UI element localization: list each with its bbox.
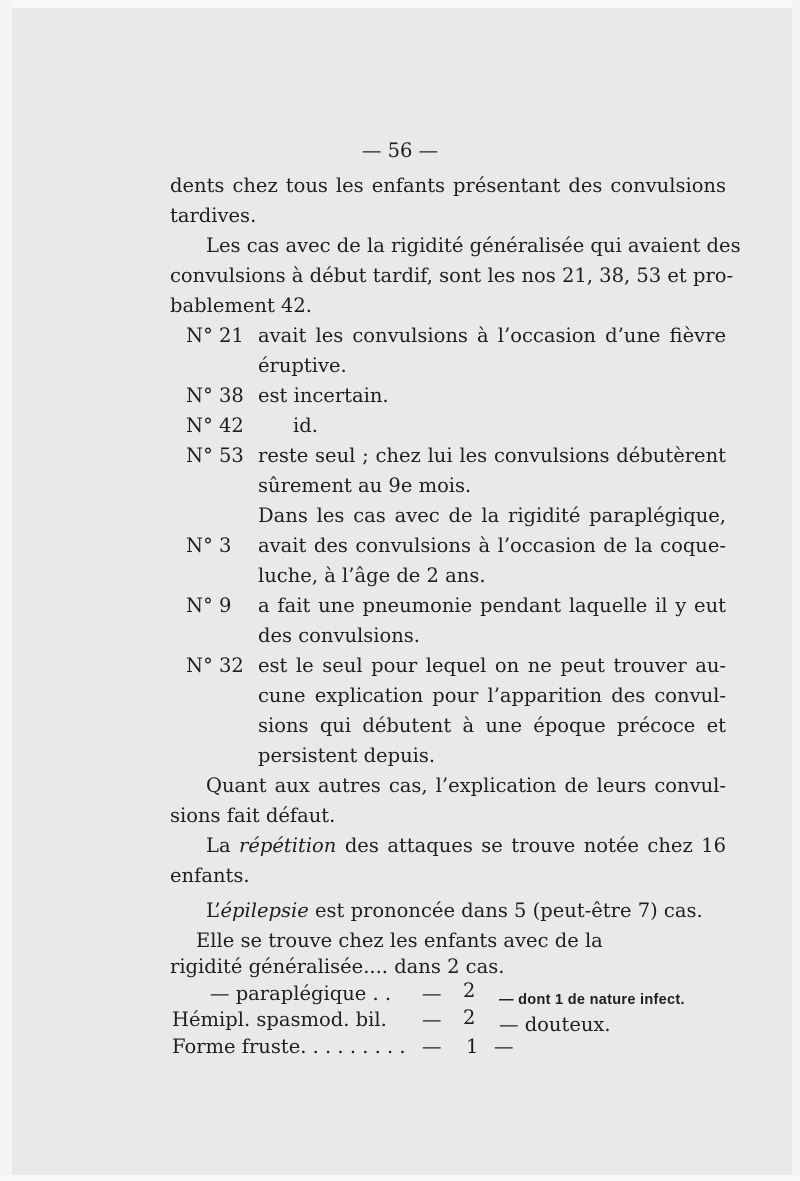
table-row-dash: — — [422, 982, 442, 1005]
case-label: N° 9 — [186, 594, 232, 617]
emphasis-repetition: répétition — [239, 834, 337, 857]
table-row-note: — — [494, 1035, 514, 1058]
text-line: enfants. — [170, 864, 250, 887]
table-row-count: 2 — [463, 1006, 476, 1029]
text-line: des convulsions. — [258, 624, 421, 647]
table-row-label: — paraplégique . . — [210, 982, 392, 1005]
text-fragment: est prononcée dans 5 (peut-être 7) cas. — [308, 899, 703, 922]
text-line: cune explication pour l’apparition des convul- — [258, 684, 726, 707]
case-label: N° 42 — [186, 414, 244, 437]
text-line: est incertain. — [258, 384, 389, 407]
text-line — [206, 899, 703, 923]
text-line: tardives. — [170, 204, 257, 227]
table-row-note: — douteux. — [499, 1013, 611, 1036]
text-fragment: des attaques se trouve notée chez 16 — [336, 834, 726, 857]
text-line: luche, à l’âge de 2 ans. — [258, 564, 486, 587]
text-line: Elle se trouve chez les enfants avec de la — [196, 929, 603, 952]
page-margin-bottom — [0, 1175, 800, 1181]
case-label: N° 3 — [186, 534, 232, 557]
text-line: id. — [293, 414, 318, 437]
page-margin-left — [0, 0, 12, 1181]
text-line: sions qui débutent à une époque précoce et — [258, 714, 726, 737]
text-line: convulsions à début tardif, sont les nos 21, 38, 53 et pro- — [170, 264, 734, 287]
text-line: Dans les cas avec de la rigidité paraplégique, — [258, 504, 726, 527]
table-row-dash: — — [422, 1035, 442, 1058]
case-label: N° 32 — [186, 654, 244, 677]
emphasis-epilepsie: épilepsie — [220, 899, 309, 922]
text-line: Les cas avec de la rigidité généralisée qui avaient des — [206, 234, 741, 257]
table-row-dash: — — [422, 1008, 442, 1031]
page-margin-right — [792, 0, 800, 1181]
text-line: avait des convulsions à l’occasion de la coque- — [258, 534, 726, 557]
text-line: Quant aux autres cas, l’explication de leurs convul- — [206, 774, 726, 797]
text-fragment: La — [206, 834, 240, 857]
text-line: est le seul pour lequel on ne peut trouver au- — [258, 654, 726, 677]
case-label: N° 38 — [186, 384, 244, 407]
page-number: — 56 — — [361, 139, 439, 162]
text-line: dents chez tous les enfants présentant des convulsions — [170, 174, 726, 197]
text-line: bablement 42. — [170, 294, 313, 317]
table-row-note: — dont 1 de nature infect. — [499, 992, 685, 1008]
table-row-label: Hémipl. spasmod. bil. — [172, 1008, 387, 1031]
text-line: sûrement au 9e mois. — [258, 474, 472, 497]
case-label: N° 53 — [186, 444, 244, 467]
text-line — [206, 834, 726, 858]
case-label: N° 21 — [186, 324, 244, 347]
text-line: reste seul ; chez lui les convulsions débutèrent — [258, 444, 726, 467]
table-row-count: 2 — [463, 979, 476, 1002]
text-line: sions fait défaut. — [170, 804, 336, 827]
text-line: a fait une pneumonie pendant laquelle il y eut — [258, 594, 726, 617]
table-row-label: Forme fruste. . . . . . . . . — [172, 1035, 406, 1058]
text-line: éruptive. — [258, 354, 347, 377]
table-row-count: 1 — [466, 1035, 479, 1058]
text-line: persistent depuis. — [258, 744, 436, 767]
text-fragment: L’ — [206, 899, 221, 922]
text-line: rigidité généralisée.... dans 2 cas. — [170, 955, 505, 978]
text-line: avait les convulsions à l’occasion d’une fièvre — [258, 324, 726, 347]
page-margin-top — [0, 0, 800, 8]
